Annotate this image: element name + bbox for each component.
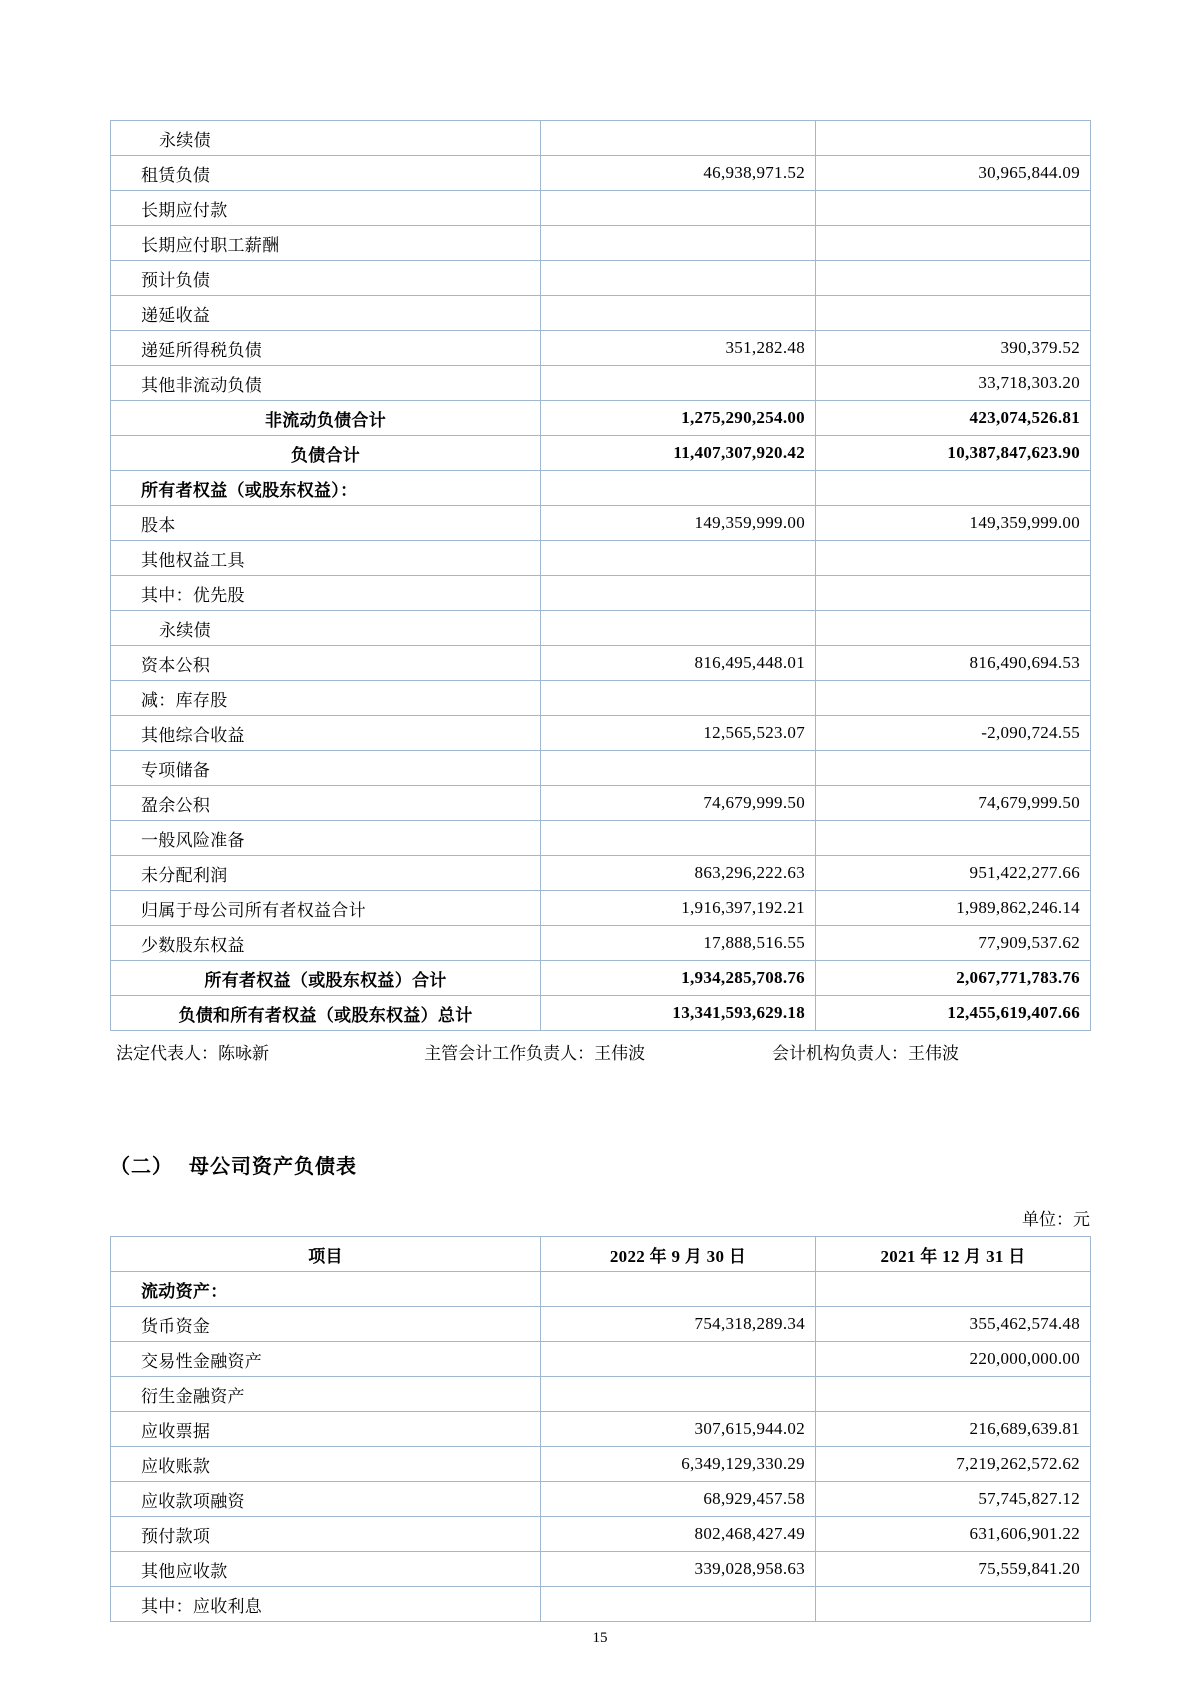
table-row (111, 996, 1091, 1031)
row-value-current: 754,318,289.34 (541, 1307, 816, 1342)
row-value-current (541, 611, 816, 646)
row-item-label: 长期应付款 (111, 191, 541, 226)
row-value-current: 1,934,285,708.76 (541, 961, 816, 996)
row-value-previous (816, 611, 1091, 646)
row-item-label: 永续债 (111, 611, 541, 646)
row-item-label: 其他综合收益 (111, 716, 541, 751)
row-value-current (541, 751, 816, 786)
row-value-current: 6,349,129,330.29 (541, 1447, 816, 1482)
row-value-current: 351,282.48 (541, 331, 816, 366)
table-row (111, 366, 1091, 401)
table-row (111, 821, 1091, 856)
row-item-label: 租赁负债 (111, 156, 541, 191)
row-item-label: 所有者权益（或股东权益）合计 (111, 961, 541, 996)
row-value-previous: 149,359,999.00 (816, 506, 1091, 541)
row-item-label: 少数股东权益 (111, 926, 541, 961)
row-item-label: 所有者权益（或股东权益）： (111, 471, 541, 506)
table-row (111, 1412, 1091, 1447)
header-col1: 2022 年 9 月 30 日 (541, 1237, 816, 1272)
row-item-label: 其中：优先股 (111, 576, 541, 611)
row-value-previous: 631,606,901.22 (816, 1517, 1091, 1552)
row-item-label: 衍生金融资产 (111, 1377, 541, 1412)
row-value-current: 11,407,307,920.42 (541, 436, 816, 471)
row-value-previous (816, 226, 1091, 261)
table-row (111, 1377, 1091, 1412)
row-item-label: 应收款项融资 (111, 1482, 541, 1517)
row-value-current: 1,275,290,254.00 (541, 401, 816, 436)
row-item-label: 递延所得税负债 (111, 331, 541, 366)
table-header-row (111, 1237, 1091, 1272)
table-row (111, 261, 1091, 296)
row-value-previous: 355,462,574.48 (816, 1307, 1091, 1342)
row-value-previous: 12,455,619,407.66 (816, 996, 1091, 1031)
row-value-current (541, 191, 816, 226)
row-item-label: 递延收益 (111, 296, 541, 331)
row-value-current (541, 576, 816, 611)
row-value-current: 13,341,593,629.18 (541, 996, 816, 1031)
table-row (111, 191, 1091, 226)
row-value-previous (816, 1377, 1091, 1412)
row-value-previous (816, 471, 1091, 506)
row-value-current: 46,938,971.52 (541, 156, 816, 191)
table-row (111, 681, 1091, 716)
row-value-current: 816,495,448.01 (541, 646, 816, 681)
row-value-previous: 423,074,526.81 (816, 401, 1091, 436)
table-row (111, 1587, 1091, 1622)
table-row (111, 436, 1091, 471)
row-value-previous: 77,909,537.62 (816, 926, 1091, 961)
row-value-current (541, 1377, 816, 1412)
row-item-label: 非流动负债合计 (111, 401, 541, 436)
table-row (111, 471, 1091, 506)
table-row (111, 751, 1091, 786)
row-value-current: 1,916,397,192.21 (541, 891, 816, 926)
row-item-label: 专项储备 (111, 751, 541, 786)
row-value-previous: 220,000,000.00 (816, 1342, 1091, 1377)
row-value-previous (816, 576, 1091, 611)
row-value-previous: 1,989,862,246.14 (816, 891, 1091, 926)
row-item-label: 负债和所有者权益（或股东权益）总计 (111, 996, 541, 1031)
row-value-previous (816, 821, 1091, 856)
row-value-previous: 2,067,771,783.76 (816, 961, 1091, 996)
row-item-label: 应收账款 (111, 1447, 541, 1482)
row-value-previous (816, 1587, 1091, 1622)
row-value-current (541, 1587, 816, 1622)
row-value-current (541, 541, 816, 576)
table-row (111, 156, 1091, 191)
row-item-label: 负债合计 (111, 436, 541, 471)
balance-sheet-continuation-table (110, 120, 1091, 1031)
row-value-current: 307,615,944.02 (541, 1412, 816, 1447)
row-value-current (541, 1342, 816, 1377)
row-value-current: 339,028,958.63 (541, 1552, 816, 1587)
row-item-label: 流动资产： (111, 1272, 541, 1307)
table-row (111, 891, 1091, 926)
row-value-previous: 10,387,847,623.90 (816, 436, 1091, 471)
row-value-current (541, 121, 816, 156)
parent-company-balance-sheet-table (110, 1236, 1091, 1622)
row-value-current: 68,929,457.58 (541, 1482, 816, 1517)
row-value-current: 17,888,516.55 (541, 926, 816, 961)
row-value-current (541, 366, 816, 401)
table-row (111, 401, 1091, 436)
row-value-current: 12,565,523.07 (541, 716, 816, 751)
table-row (111, 926, 1091, 961)
row-value-current (541, 226, 816, 261)
row-item-label: 长期应付职工薪酬 (111, 226, 541, 261)
row-item-label: 应收票据 (111, 1412, 541, 1447)
table-row (111, 786, 1091, 821)
row-value-current (541, 1272, 816, 1307)
row-item-label: 其中：应收利息 (111, 1587, 541, 1622)
row-item-label: 永续债 (111, 121, 541, 156)
row-item-label: 其他权益工具 (111, 541, 541, 576)
table-row (111, 1482, 1091, 1517)
table-row (111, 961, 1091, 996)
row-value-current: 802,468,427.49 (541, 1517, 816, 1552)
header-col2: 2021 年 12 月 31 日 (816, 1237, 1091, 1272)
section-heading (110, 1150, 1090, 1179)
table-row (111, 296, 1091, 331)
row-value-previous: 7,219,262,572.62 (816, 1447, 1091, 1482)
accounting-institution-head-signature: 会计机构负责人：王伟波 (771, 1044, 959, 1063)
row-item-label: 股本 (111, 506, 541, 541)
table-row (111, 1307, 1091, 1342)
row-value-previous: 390,379.52 (816, 331, 1091, 366)
row-value-previous (816, 1272, 1091, 1307)
row-value-previous (816, 121, 1091, 156)
section-number: （二） (110, 1156, 173, 1178)
row-value-previous (816, 681, 1091, 716)
row-item-label: 货币资金 (111, 1307, 541, 1342)
table-row (111, 506, 1091, 541)
row-item-label: 预计负债 (111, 261, 541, 296)
table-row (111, 716, 1091, 751)
row-value-current: 863,296,222.63 (541, 856, 816, 891)
row-value-previous (816, 191, 1091, 226)
row-value-previous: 951,422,277.66 (816, 856, 1091, 891)
row-value-previous: 57,745,827.12 (816, 1482, 1091, 1517)
row-item-label: 资本公积 (111, 646, 541, 681)
row-value-previous: 816,490,694.53 (816, 646, 1091, 681)
table-row (111, 1447, 1091, 1482)
row-value-previous: 74,679,999.50 (816, 786, 1091, 821)
row-item-label: 一般风险准备 (111, 821, 541, 856)
row-value-previous: 33,718,303.20 (816, 366, 1091, 401)
legal-representative-signature: 法定代表人：陈咏新 (116, 1044, 269, 1063)
table-row (111, 226, 1091, 261)
row-value-previous (816, 296, 1091, 331)
signature-row (110, 1039, 1090, 1064)
row-value-current: 74,679,999.50 (541, 786, 816, 821)
table-row (111, 1517, 1091, 1552)
table-row (111, 121, 1091, 156)
row-value-previous: 216,689,639.81 (816, 1412, 1091, 1447)
table-row (111, 1342, 1091, 1377)
table-row (111, 1272, 1091, 1307)
section-title-text: 母公司资产负债表 (189, 1156, 357, 1178)
row-value-current: 149,359,999.00 (541, 506, 816, 541)
table-row (111, 646, 1091, 681)
table-row (111, 856, 1091, 891)
row-item-label: 归属于母公司所有者权益合计 (111, 891, 541, 926)
row-value-previous (816, 751, 1091, 786)
row-item-label: 预付款项 (111, 1517, 541, 1552)
table-row (111, 611, 1091, 646)
row-value-previous: 30,965,844.09 (816, 156, 1091, 191)
row-value-previous: -2,090,724.55 (816, 716, 1091, 751)
row-value-current (541, 296, 816, 331)
header-item: 项目 (111, 1237, 541, 1272)
row-value-previous (816, 261, 1091, 296)
row-value-current (541, 471, 816, 506)
row-item-label: 减：库存股 (111, 681, 541, 716)
row-value-previous: 75,559,841.20 (816, 1552, 1091, 1587)
row-item-label: 盈余公积 (111, 786, 541, 821)
table-row (111, 1552, 1091, 1587)
table-row (111, 576, 1091, 611)
row-item-label: 其他非流动负债 (111, 366, 541, 401)
table-row (111, 541, 1091, 576)
row-value-current (541, 681, 816, 716)
row-value-current (541, 821, 816, 856)
unit-label: 单位：元 (1022, 1210, 1090, 1229)
table-row (111, 331, 1091, 366)
row-value-previous (816, 541, 1091, 576)
row-item-label: 交易性金融资产 (111, 1342, 541, 1377)
accounting-head-signature: 主管会计工作负责人：王伟波 (424, 1044, 646, 1063)
row-item-label: 未分配利润 (111, 856, 541, 891)
row-value-current (541, 261, 816, 296)
row-item-label: 其他应收款 (111, 1552, 541, 1587)
page-number: 15 (592, 1630, 608, 1646)
